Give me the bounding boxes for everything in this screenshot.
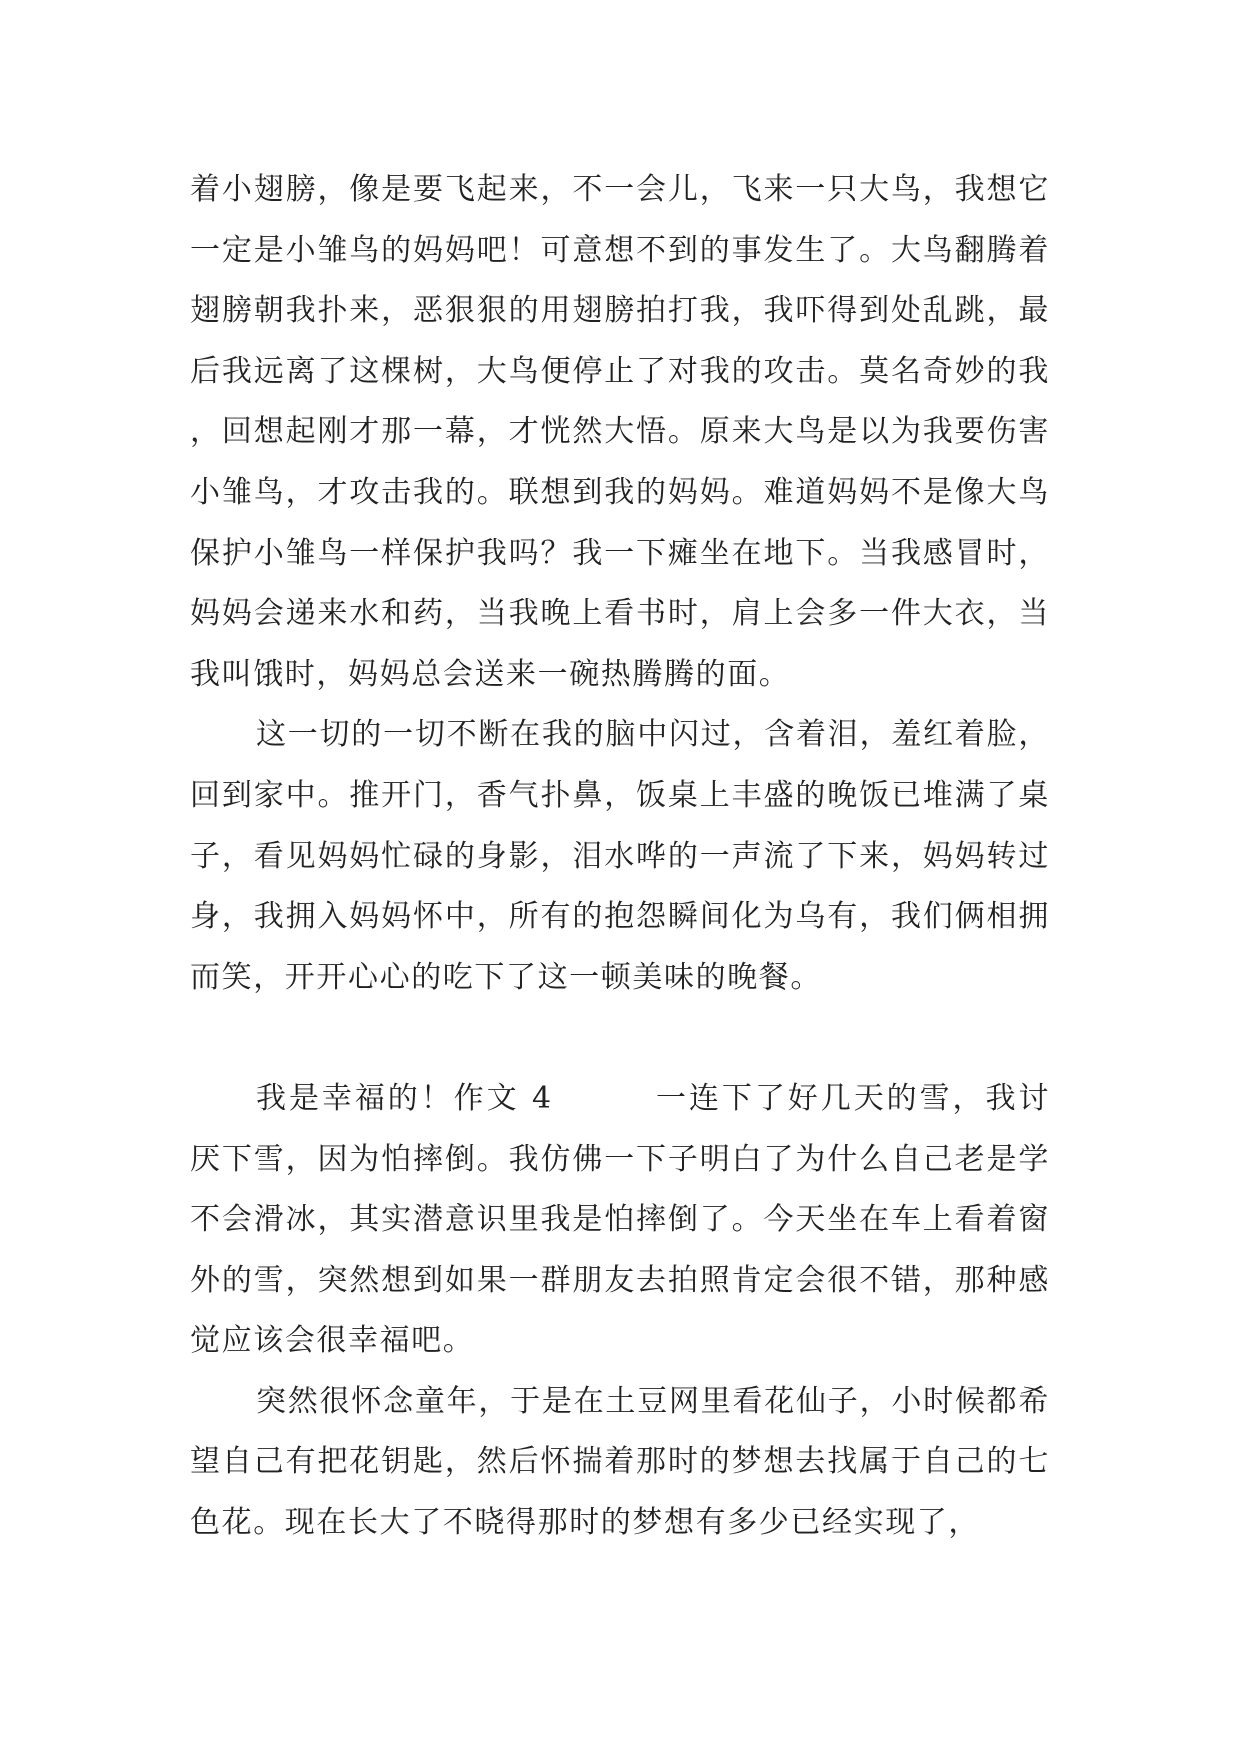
paragraph-spacer	[190, 1008, 1050, 1069]
document-body	[190, 160, 1050, 1554]
paragraph-return-home: 这一切的一切不断在我的脑中闪过，含着泪，羞红着脸，回到家中。推开门，香气扑鼻，饭桌上丰盛的晚饭已堆满了桌子，看见妈妈忙碌的身影，泪水哗的一声流了下来，妈妈转过身，我拥入妈妈怀中，所有的抱怨瞬间化为乌有，我们俩相拥而笑，开开心心的吃下了这一顿美味的晚餐。	[190, 717, 1050, 995]
paragraph-continued: 着小翅膀，像是要飞起来，不一会儿，飞来一只大鸟，我想它一定是小雏鸟的妈妈吧！可意想不到的事发生了。大鸟翻腾着翅膀朝我扑来，恶狠狠的用翅膀拍打我，我吓得到处乱跳，最后我远离了这棵树，大鸟便停止了对我的攻击。莫名奇妙的我，回想起刚才那一幕，才恍然大悟。原来大鸟是以为我要伤害小雏鸟，才攻击我的。联想到我的妈妈。难道妈妈不是像大鸟保护小雏鸟一样保护我吗？我一下瘫坐在地下。当我感冒时，妈妈会递来水和药，当我晚上看书时，肩上会多一件大衣，当我叫饿时，妈妈总会送来一碗热腾腾的面。	[190, 172, 1050, 692]
paragraph-essay-4	[190, 1069, 1050, 1372]
paragraph-childhood: 突然很怀念童年，于是在土豆网里看花仙子，小时候都希望自己有把花钥匙，然后怀揣着那时的梦想去找属于自己的七色花。现在长大了不晓得那时的梦想有多少已经实现了，	[190, 1383, 1050, 1541]
essay-title: 我是幸福的！作文 4	[256, 1080, 553, 1116]
essay-4-body: 一连下了好几天的雪，我讨厌下雪，因为怕摔倒。我仿佛一下子明白了为什么自己老是学不会滑冰，其实潜意识里我是怕摔倒了。今天坐在车上看着窗外的雪，突然想到如果一群朋友去拍照肯定会很不错，那种感觉应该会很幸福吧。	[190, 1080, 1051, 1359]
